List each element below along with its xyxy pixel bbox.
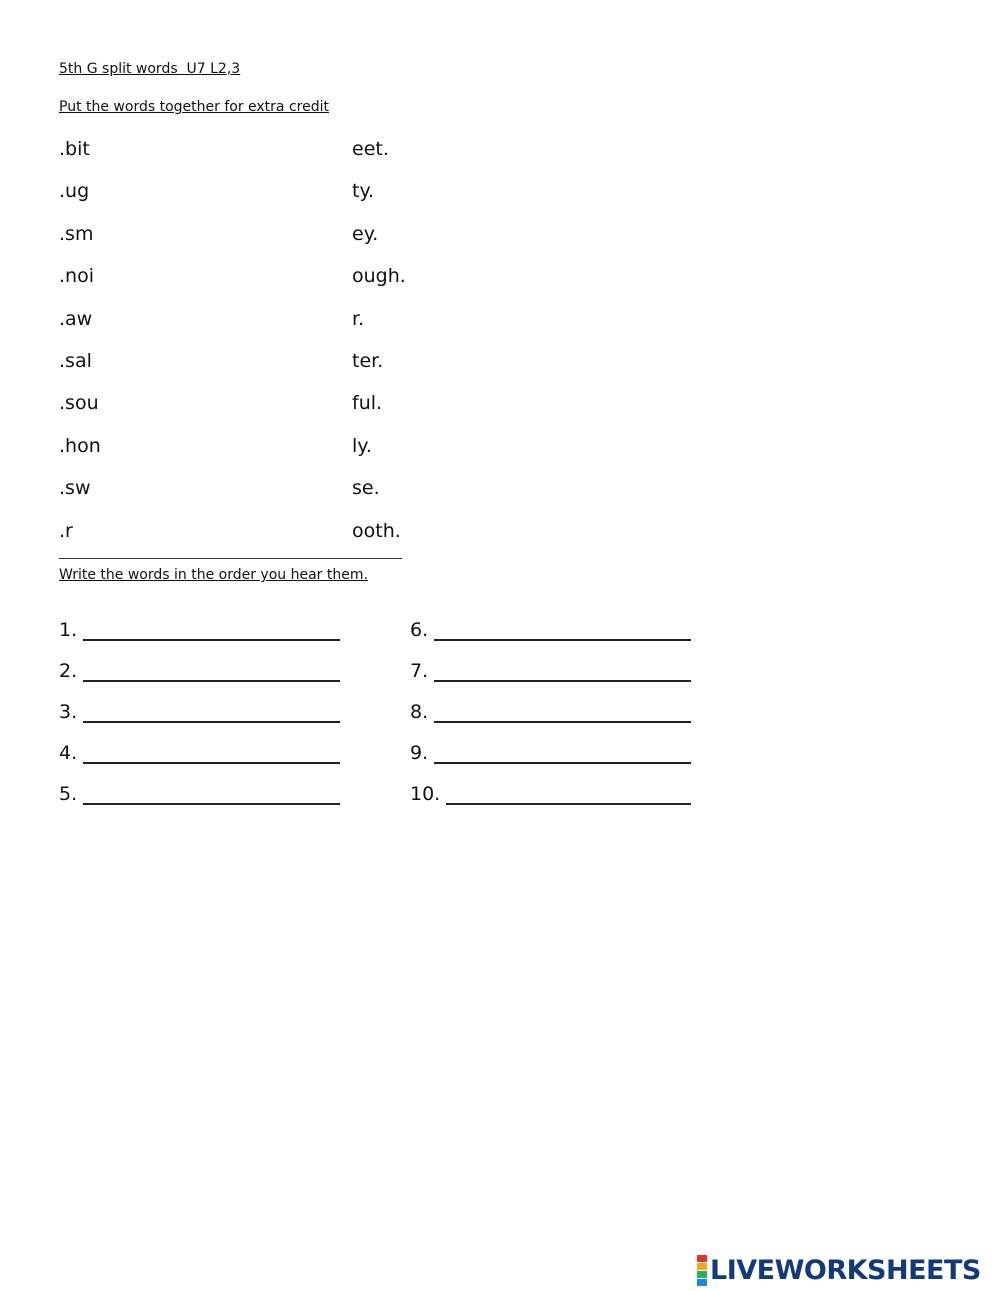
answer-number: 7. [410, 660, 429, 682]
answer-blank[interactable] [83, 621, 340, 641]
answer-number: 3. [59, 701, 78, 723]
word-pair-row [59, 263, 459, 305]
answer-number: 4. [59, 742, 78, 764]
worksheet-title: 5th G split words U7 L2,3 [59, 61, 241, 77]
answer-row [59, 600, 340, 641]
answer-blank[interactable] [446, 785, 691, 805]
answer-number: 5. [59, 783, 78, 805]
word-pair-row [59, 433, 459, 475]
word-pairs-list [59, 136, 459, 560]
answer-column-right [410, 600, 691, 805]
answer-blank[interactable] [83, 703, 340, 723]
extra-credit-instructions: Put the words together for extra credit [59, 99, 329, 115]
answer-blank[interactable] [434, 703, 691, 723]
word-part-right: ter. [352, 349, 384, 372]
answer-row [59, 723, 340, 764]
answer-blank[interactable] [434, 662, 691, 682]
answer-number: 9. [410, 742, 429, 764]
answer-number: 10. [410, 783, 441, 805]
word-part-right: eet. [352, 138, 389, 160]
answer-row [410, 682, 691, 723]
word-part-left: .sm [59, 222, 94, 245]
word-part-left: .hon [59, 434, 101, 457]
logo-wordmark: LIVEWORKSHEETS [710, 1254, 981, 1286]
liveworksheets-logo [697, 1254, 981, 1286]
answer-column-left [59, 600, 340, 805]
answer-row [410, 600, 691, 641]
word-pair-row [59, 306, 459, 348]
word-pair-row [59, 475, 459, 517]
answer-row [59, 641, 340, 682]
listening-instructions: Write the words in the order you hear them. [59, 567, 368, 583]
word-pair-row [59, 221, 459, 263]
answer-number: 2. [59, 660, 78, 682]
word-pair-row [59, 348, 459, 390]
answer-blank[interactable] [83, 662, 340, 682]
word-part-left: .ug [59, 180, 90, 203]
word-part-right: r. [352, 307, 365, 330]
word-part-left: .sal [59, 349, 92, 372]
answer-row [59, 682, 340, 723]
word-pair-row [59, 518, 459, 560]
answer-number: 1. [59, 619, 78, 641]
word-pair-row [59, 136, 459, 178]
logo-blocks-icon [697, 1255, 710, 1286]
answer-number: 8. [410, 701, 429, 723]
answer-blank[interactable] [434, 744, 691, 764]
answer-row [410, 723, 691, 764]
word-part-left: .sou [59, 392, 99, 415]
word-pair-row [59, 178, 459, 220]
word-part-left: .noi [59, 265, 94, 288]
word-pair-row [59, 390, 459, 432]
word-part-left: .sw [59, 477, 91, 500]
word-part-right: ly. [352, 434, 372, 457]
answer-blank[interactable] [434, 621, 691, 641]
word-part-right: ful. [352, 392, 383, 415]
answer-blank[interactable] [83, 744, 340, 764]
answer-blank[interactable] [83, 785, 340, 805]
answer-number: 6. [410, 619, 429, 641]
answer-row [59, 764, 340, 805]
word-part-right: ough. [352, 265, 406, 288]
answer-row [410, 641, 691, 682]
section-divider [59, 558, 402, 559]
word-part-left: .bit [59, 138, 90, 160]
word-part-right: ey. [352, 222, 379, 245]
word-part-right: ty. [352, 180, 375, 203]
word-part-left: .r [59, 519, 73, 542]
word-part-right: se. [352, 477, 380, 500]
answer-row [410, 764, 691, 805]
word-part-left: .aw [59, 307, 93, 330]
word-part-right: ooth. [352, 519, 401, 542]
